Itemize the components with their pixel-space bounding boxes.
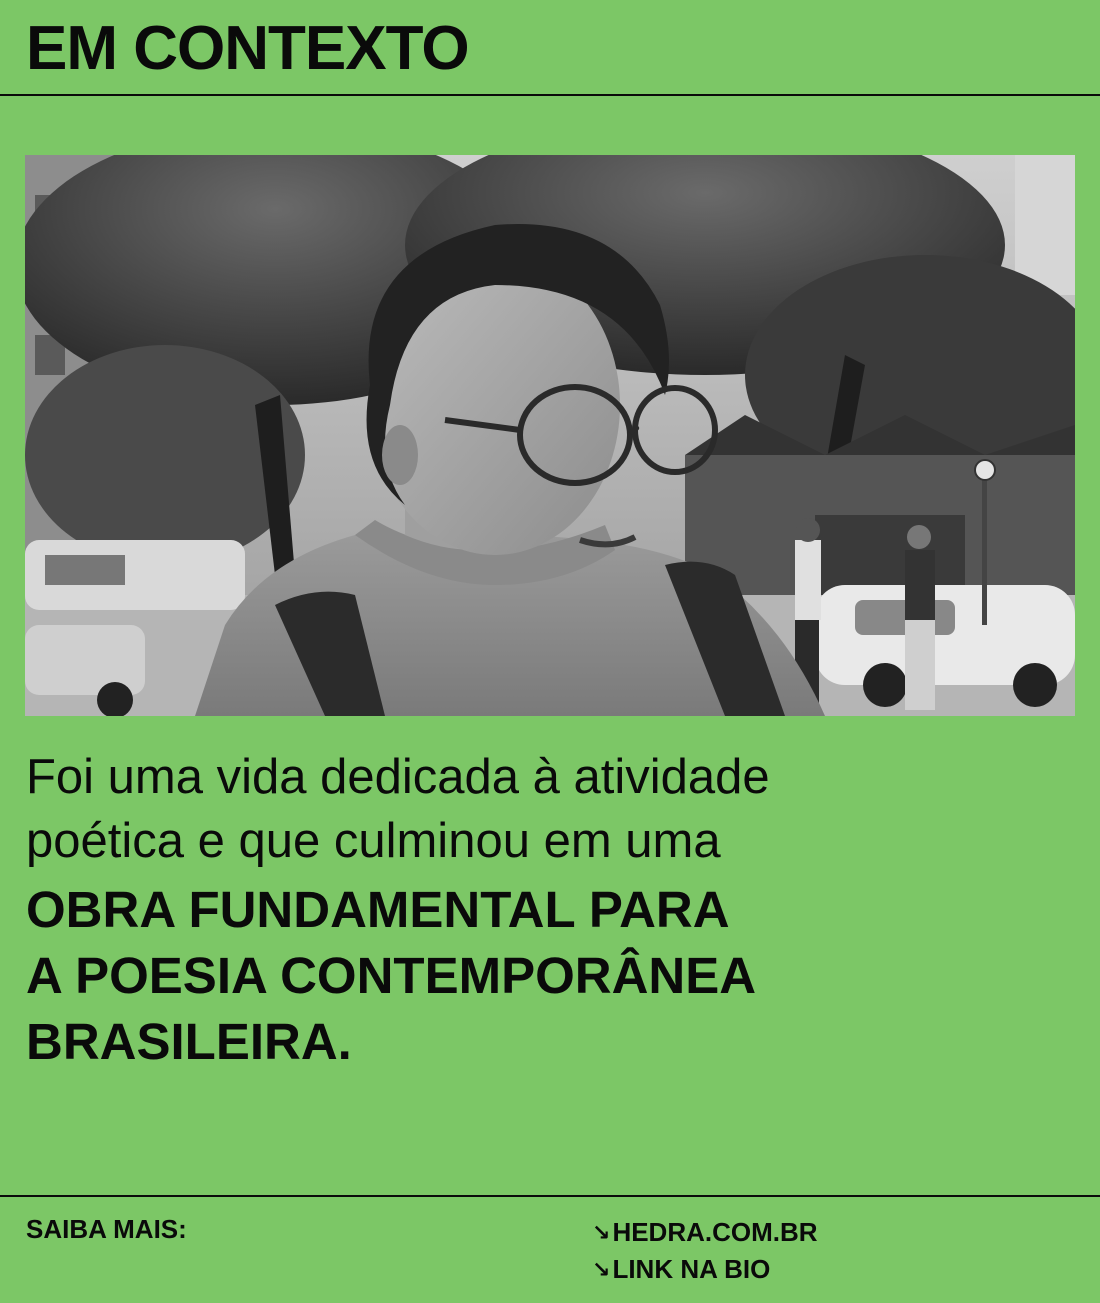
arrow-down-right-icon: ↘ bbox=[592, 1257, 611, 1282]
quote-line: Foi uma vida dedicada à atividade bbox=[26, 750, 770, 804]
link-label: LINK NA BIO bbox=[612, 1254, 771, 1284]
quote-highlight-line: OBRA FUNDAMENTAL PARA bbox=[26, 881, 730, 938]
header-divider bbox=[0, 94, 1100, 96]
footer-divider bbox=[0, 1195, 1100, 1197]
page-title: EM CONTEXTO bbox=[26, 14, 469, 83]
link-hedra-site[interactable] bbox=[592, 1214, 818, 1251]
quote-highlight-line: A POESIA CONTEMPORÂNEA bbox=[26, 947, 757, 1004]
quote-block bbox=[26, 745, 1076, 1075]
link-label: HEDRA.COM.BR bbox=[612, 1217, 818, 1247]
footer-links bbox=[592, 1214, 818, 1288]
portrait-photo bbox=[25, 155, 1075, 716]
arrow-down-right-icon: ↘ bbox=[592, 1220, 611, 1245]
quote-highlight-line: BRASILEIRA. bbox=[26, 1013, 352, 1070]
quote-line: poética e que culminou em uma bbox=[26, 814, 721, 868]
link-bio[interactable] bbox=[592, 1251, 818, 1288]
footer-label: SAIBA MAIS: bbox=[26, 1214, 187, 1244]
